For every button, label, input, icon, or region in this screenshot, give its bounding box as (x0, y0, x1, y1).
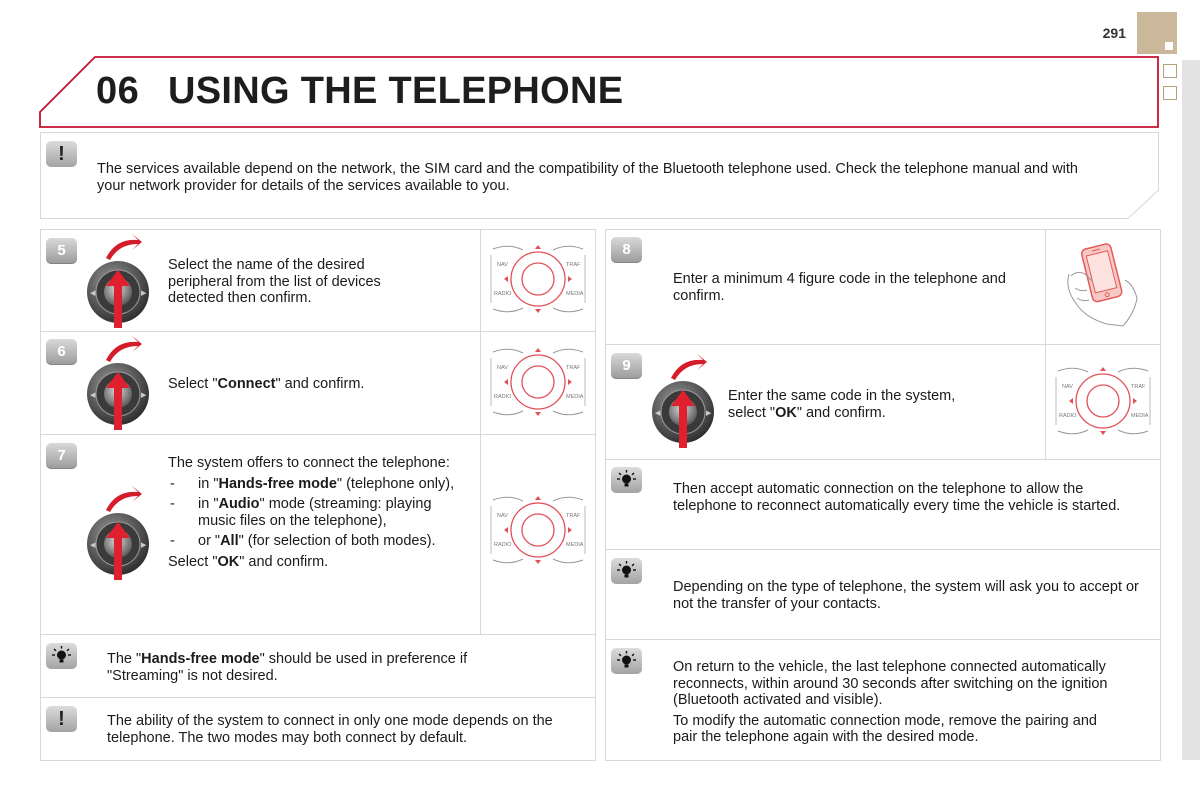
svg-text:◀: ◀ (90, 290, 96, 297)
ctrl-nav-label: NAV (497, 513, 508, 519)
step-8-divider (1045, 229, 1046, 345)
ctrl-radio-label: RADIO (494, 394, 512, 400)
list-bullet: - (170, 475, 175, 492)
ctrl-media-label: MEDIA (1131, 413, 1149, 419)
tip-return-text: On return to the vehicle, the last telephone connected automatically reconnects, within around 30 seconds after switching on the ignition (Bluetooth activated and visible). To modify the automatic connection mode, remove the pairing and pair the telephone again with the desired mode. (673, 659, 1108, 745)
smartphone-in-hand-icon (1063, 240, 1145, 330)
ctrl-radio-label: RADIO (1059, 413, 1077, 419)
ctrl-nav-label: NAV (497, 262, 508, 268)
list-item: - in "Hands-free mode" (telephone only), (170, 475, 455, 492)
control-panel-icon (1054, 363, 1152, 439)
chapter-title: USING THE TELEPHONE (168, 70, 624, 112)
rotary-knob-push-icon (86, 234, 156, 330)
step-5-badge: 5 (46, 238, 77, 264)
ctrl-nav-label: NAV (1062, 384, 1073, 390)
warn-mode-text: The ability of the system to connect in only one mode depends on the telephone. The two modes may both connect by default. (107, 713, 553, 746)
control-panel-icon (489, 492, 587, 568)
ctrl-traf-label: TRAF (566, 513, 581, 519)
svg-text:◀: ◀ (90, 542, 96, 549)
list-bullet: - (170, 533, 175, 549)
control-panel-icon (489, 241, 587, 317)
step-7-divider (480, 434, 481, 635)
step-9-badge: 9 (611, 353, 642, 379)
rotary-knob-push-icon (86, 486, 156, 582)
ctrl-nav-label: NAV (497, 365, 508, 371)
control-panel-icon (489, 344, 587, 420)
tip-handsfree-text: The "Hands-free mode" should be used in preference if "Streaming" is not desired. (107, 651, 468, 684)
lightbulb-tip-icon (611, 648, 642, 674)
svg-text:▶: ▶ (141, 290, 147, 297)
ctrl-media-label: MEDIA (566, 542, 584, 548)
page-number: 291 (1102, 25, 1126, 41)
step-5-text: Select the name of the desired peripheral from the list of devices detected then confirm. (168, 257, 381, 306)
exclamation-icon: ! (46, 141, 77, 167)
svg-text:▶: ▶ (141, 542, 147, 549)
step-6-badge: 6 (46, 339, 77, 365)
exclamation-icon: ! (46, 706, 77, 732)
rotary-knob-push-icon (651, 354, 721, 450)
tip-accept-text: Then accept automatic connection on the telephone to allow the telephone to reconnect automatically every time the vehicle is started. (673, 481, 1121, 514)
svg-text:◀: ◀ (655, 410, 661, 417)
lightbulb-tip-icon (611, 558, 642, 584)
chapter-number: 06 (96, 70, 140, 112)
svg-text:◀: ◀ (90, 392, 96, 399)
tip-contacts-text: Depending on the type of telephone, the system will ask you to accept or not the transfer of your contacts. (673, 579, 1139, 612)
step-7-badge: 7 (46, 443, 77, 469)
step-6-text: Select "Connect" and confirm. (168, 376, 365, 392)
list-item: - in "Audio" mode (streaming: playing music files on the telephone), (170, 496, 432, 529)
step-8-badge: 8 (611, 237, 642, 263)
step-7-intro: The system offers to connect the telephone: (168, 455, 450, 471)
step-6-divider (480, 331, 481, 435)
step-7-outro: Select "OK" and confirm. (168, 553, 329, 570)
rotary-knob-push-icon (86, 336, 156, 432)
ctrl-traf-label: TRAF (566, 262, 581, 268)
step-9-text: Enter the same code in the system, select "OK" and confirm. (728, 388, 956, 421)
ctrl-radio-label: RADIO (494, 291, 512, 297)
ctrl-radio-label: RADIO (494, 542, 512, 548)
svg-text:▶: ▶ (706, 410, 712, 417)
list-item: - or "All" (for selection of both modes). (170, 533, 436, 549)
step-7-text (168, 455, 468, 570)
ctrl-traf-label: TRAF (566, 365, 581, 371)
list-bullet: - (170, 496, 175, 512)
step-5-divider (480, 229, 481, 332)
top-warning-text: The services available depend on the network, the SIM card and the compatibility of the Bluetooth telephone used. Check the telephone manual and with your network provider for details of the services available to you. (97, 161, 1078, 194)
lightbulb-tip-icon (46, 643, 77, 669)
ctrl-media-label: MEDIA (566, 291, 584, 297)
svg-text:▶: ▶ (141, 392, 147, 399)
step-9-divider (1045, 344, 1046, 460)
ctrl-media-label: MEDIA (566, 394, 584, 400)
lightbulb-tip-icon (611, 467, 642, 493)
ctrl-traf-label: TRAF (1131, 384, 1146, 390)
step-8-text: Enter a minimum 4 figure code in the telephone and confirm. (673, 271, 1006, 304)
